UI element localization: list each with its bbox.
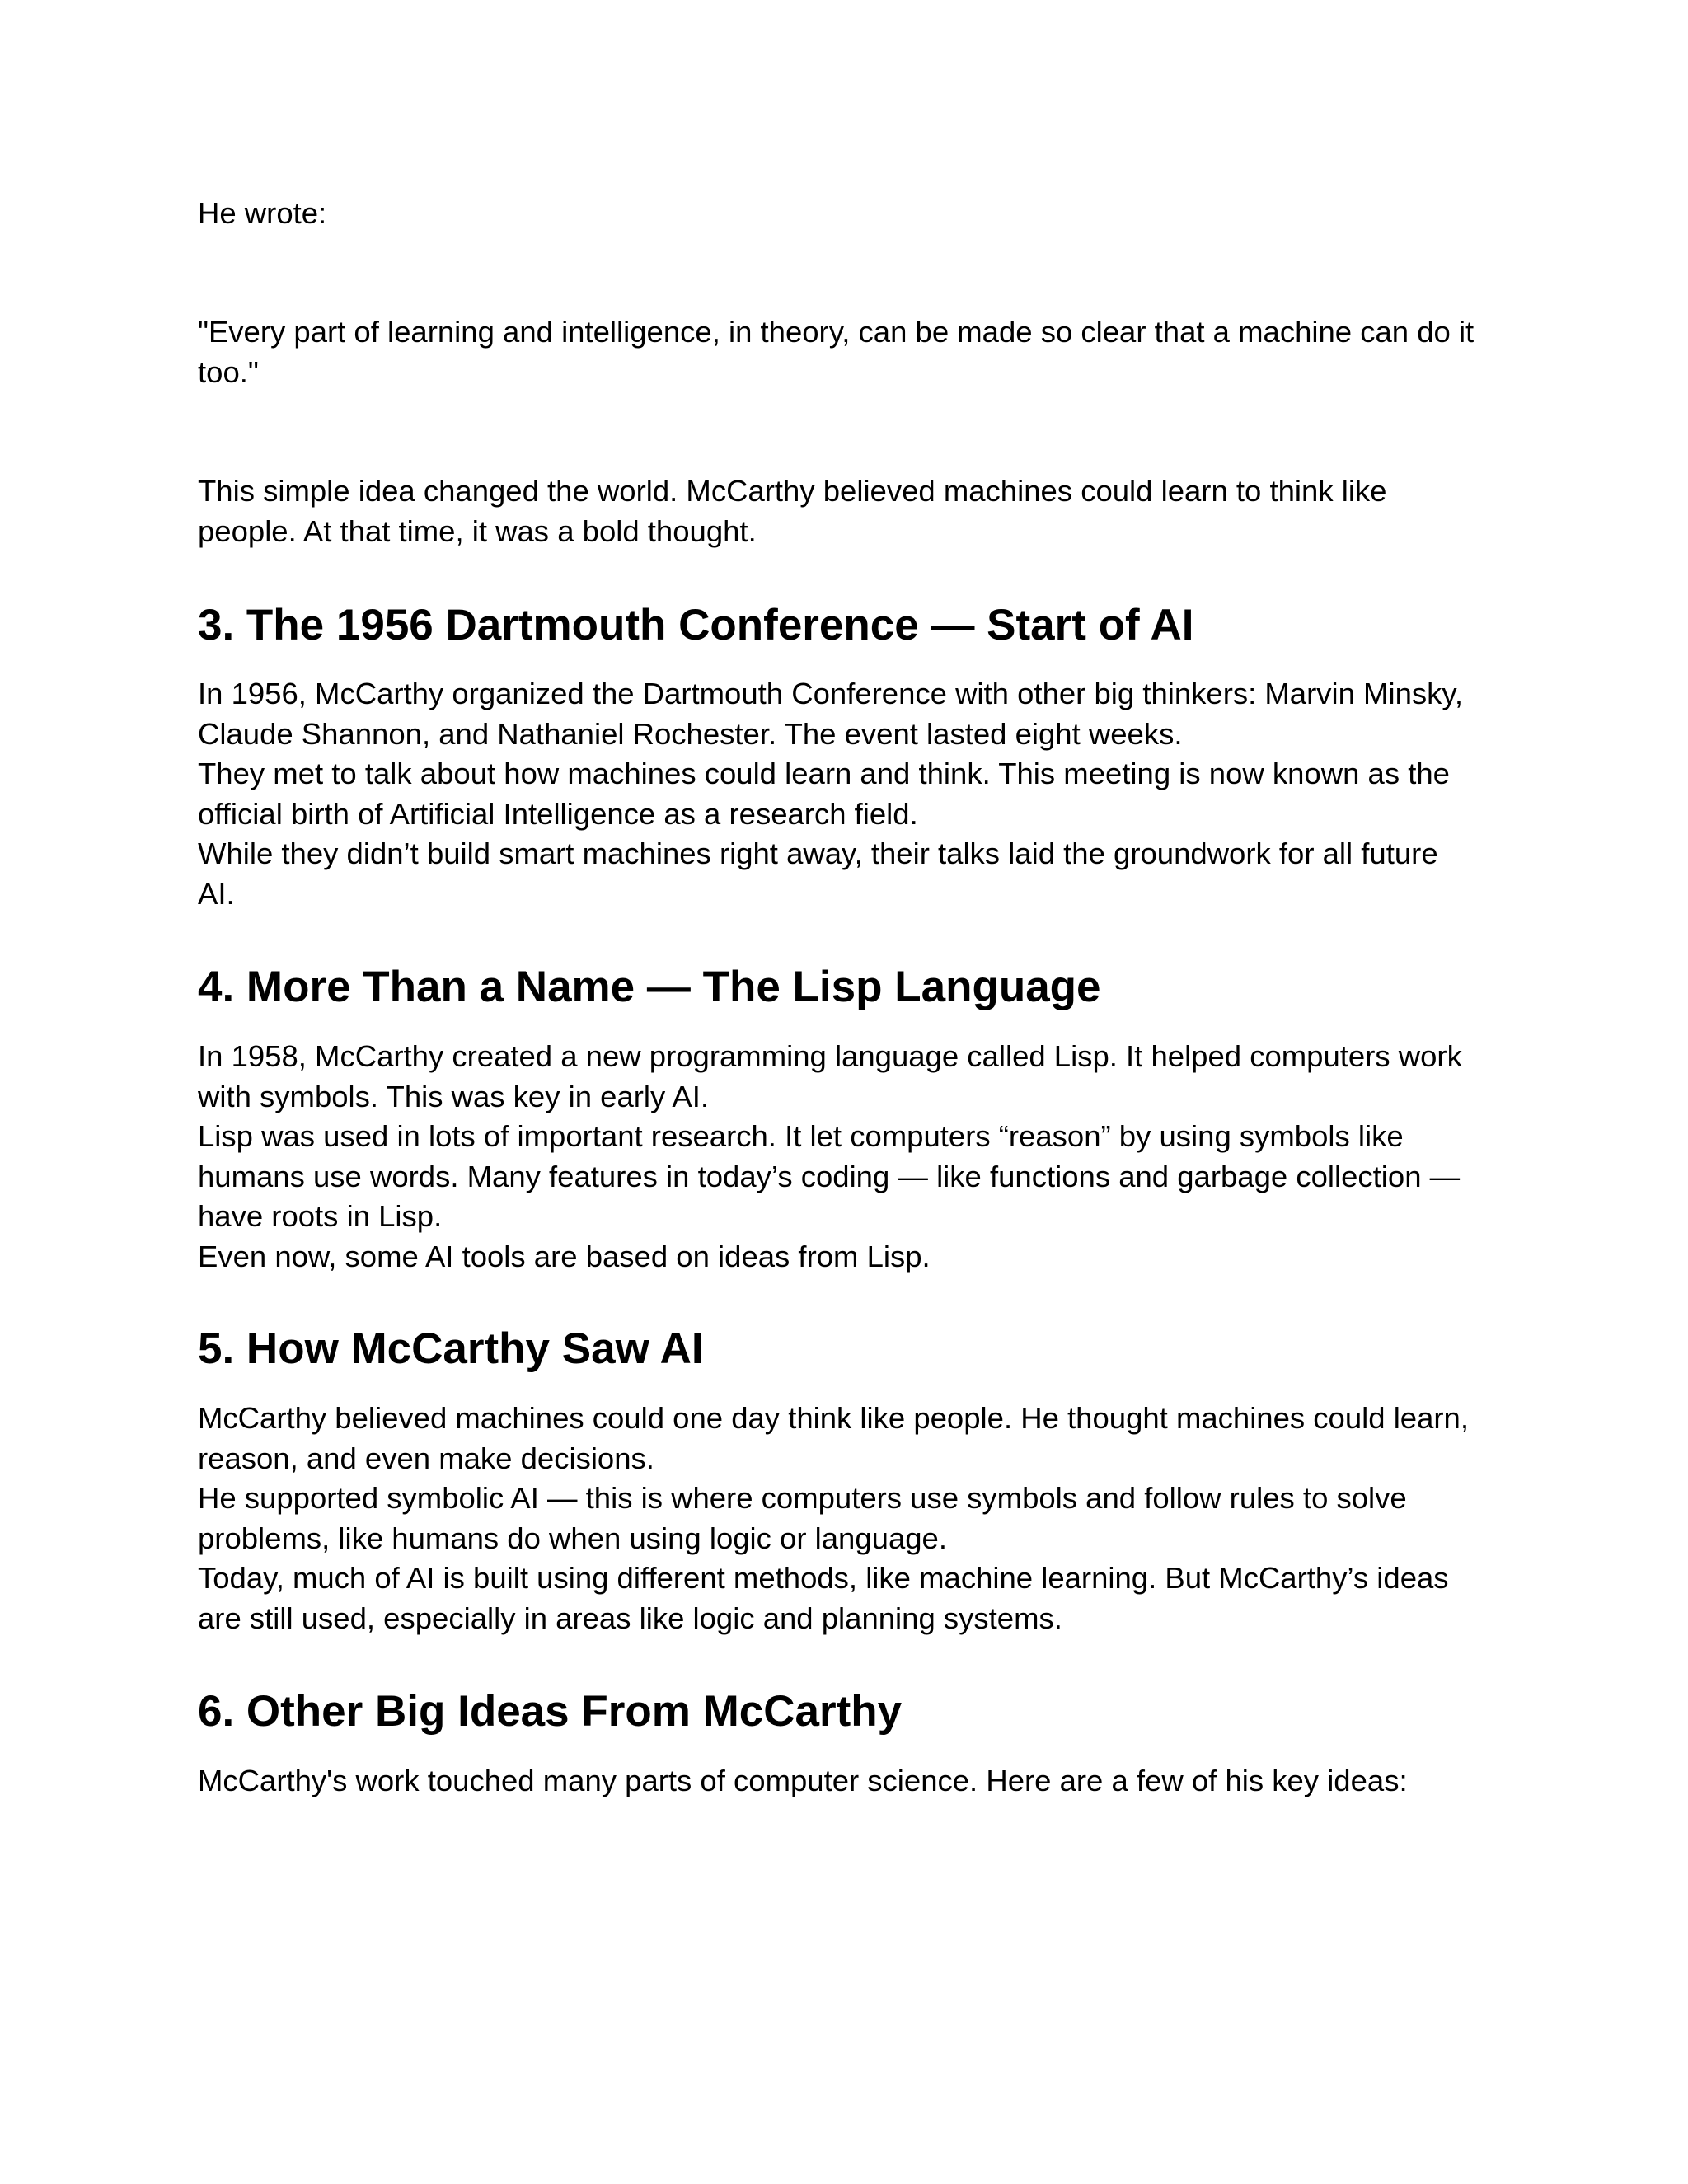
- section-5-body: [198, 1399, 1500, 1639]
- text-line: While they didn’t build smart machines right away, their talks laid the groundwork for all future: [198, 837, 1438, 871]
- lead-paragraph: [198, 194, 1500, 234]
- section-6-heading: 6. Other Big Ideas From McCarthy: [198, 1687, 903, 1736]
- section-4-body: [198, 1037, 1500, 1277]
- section-4-heading: 4. More Than a Name — The Lisp Language: [198, 963, 1101, 1011]
- text-line: McCarthy believed machines could one day think like people. He thought machines could learn,: [198, 1401, 1470, 1435]
- text-line: "Every part of learning and intelligence, in theory, can be made so clear that a machine can do it: [198, 315, 1475, 349]
- text-line: reason, and even make decisions.: [198, 1441, 654, 1475]
- text-line: Even now, some AI tools are based on ideas from Lisp.: [198, 1239, 931, 1273]
- text-line: This simple idea changed the world. McCarthy believed machines could learn to think like: [198, 474, 1387, 508]
- text-line: In 1956, McCarthy organized the Dartmouth Conference with other big thinkers: Marvin Minsky,: [198, 677, 1464, 710]
- text-line: He supported symbolic AI — this is where computers use symbols and follow rules to solve: [198, 1481, 1407, 1516]
- section-6-body: [198, 1761, 1500, 1802]
- text-line: problems, like humans do when using logic or language.: [198, 1521, 947, 1555]
- text-line: AI.: [198, 876, 235, 911]
- text-line: too.": [198, 354, 259, 389]
- text-line: They met to talk about how machines could learn and think. This meeting is now known as the: [198, 757, 1450, 791]
- text-line: have roots in Lisp.: [198, 1199, 443, 1234]
- text-line: Today, much of AI is built using different methods, like machine learning. But McCarthy’s ideas: [198, 1561, 1449, 1596]
- text-line: Lisp was used in lots of important research. It let computers “reason” by using symbols like: [198, 1119, 1404, 1154]
- text-line: humans use words. Many features in today’s coding — like functions and garbage collection —: [198, 1159, 1461, 1193]
- text-line: people. At that time, it was a bold thought.: [198, 513, 757, 548]
- text-line: are still used, especially in areas like logic and planning systems.: [198, 1601, 1062, 1635]
- text-line: In 1958, McCarthy created a new programming language called Lisp. It helped computers work: [198, 1039, 1462, 1073]
- section-3-body: [198, 674, 1500, 915]
- text-line: Claude Shannon, and Nathaniel Rochester. The event lasted eight weeks.: [198, 716, 1183, 751]
- follow-paragraph: [198, 471, 1500, 551]
- section-3-heading: 3. The 1956 Dartmouth Conference — Start of AI: [198, 601, 1194, 649]
- quote-paragraph: [198, 312, 1500, 392]
- text-line: with symbols. This was key in early AI.: [198, 1079, 710, 1113]
- section-5-heading: 5. How McCarthy Saw AI: [198, 1324, 704, 1373]
- text-line: official birth of Artificial Intelligence as a research field.: [198, 796, 918, 831]
- text-line: McCarthy's work touched many parts of computer science. Here are a few of his key ideas:: [198, 1764, 1408, 1797]
- text-line: He wrote:: [198, 196, 327, 230]
